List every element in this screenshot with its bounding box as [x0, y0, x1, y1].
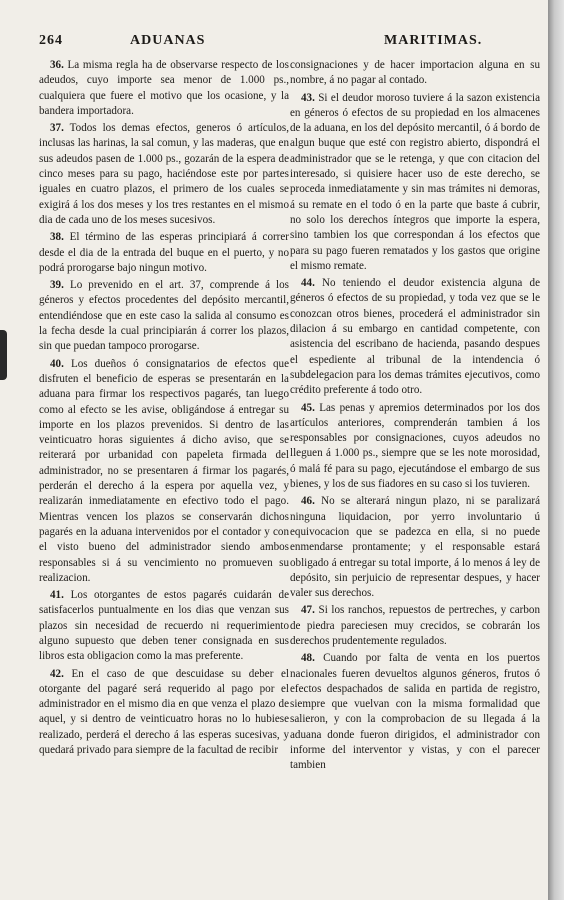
article-paragraph [290, 91, 540, 275]
article-paragraph [39, 667, 289, 759]
article-text: La misma regla ha de observarse respecto de los adeudos, cuyo importe sea menor de 1.000 ps., cualquiera que fuere el motivo que los ocasione, y la bandera importadora. [39, 59, 289, 117]
article-paragraph [39, 121, 289, 228]
article-text: En el caso de que descuidase su deber el otorgante del pagaré será requerido al pago por el administrador en el mismo dia en que venza el plazo de aquel, y si dentro de veinticuatro horas no lo hubiese realizado, perderá el derecho á las esperas sucesivas, y quedará privado para siempre de la facultad de recibir [39, 667, 289, 757]
right-column [290, 58, 540, 776]
article-number: 38. [50, 231, 64, 244]
article-paragraph [290, 401, 540, 493]
article-paragraph [290, 276, 540, 398]
article-paragraph [39, 357, 289, 586]
running-title-right: MARITIMAS. [384, 33, 483, 48]
article-paragraph [39, 58, 289, 119]
running-title-left: ADUANAS [130, 33, 206, 48]
article-number: 42. [50, 667, 64, 680]
article-text: No se alterará ningun plazo, ni se paralizará ninguna liquidacion, por yerro involuntario ú equivocacion que se padezca en ella, si no puede enmendarse prontamente; y el responsable estará obligado á entregar su total importe, á lo menos á ley de depósito, sin perjuicio de representar despues, y hacer valer sus derechos. [290, 495, 540, 600]
article-number: 37. [50, 122, 64, 135]
article-text: Los dueños ó consignatarios de efectos que disfruten el beneficio de esperas se presentarán en la aduana para firmar los respectivos pagarés, tan luego como al efecto se les avise, obligándose á entregar su importe en los plazos prevenidos. Si dentro de las veinticuatro horas siguientes á dicho aviso, que se reiterará por urbanidad con papeleta firmada del administrador, no se presentaren á firmar los pagarés, perderán el derecho á la espera por aquella vez, y realizarán inmediatamente en efectivo todo el pago. Mientras vencen los plazos se conservarán dichos pagarés en la aduana intervenidos por el contador y con el visto bueno del administrador siendo ambos responsables si á su vencimiento no promueven su realizacion. [39, 357, 289, 584]
article-text: Cuando por falta de venta en los puertos nacionales fueren devueltos algunos géneros, frutos ó efectos despachados de salida en partida de registro, siempre que vuelvan con la misma formalidad que salieron, y con la comprobacion de su llegada á la aduana donde fueron dirigidos, el administrador con informe del interventor y vistas, y con el parecer tambien [290, 652, 540, 772]
article-paragraph [290, 494, 540, 601]
article-paragraph [39, 230, 289, 276]
article-paragraph [290, 603, 540, 649]
article-number: 48. [301, 652, 315, 665]
article-number: 36. [50, 59, 64, 71]
article-number: 41. [50, 589, 64, 602]
article-paragraph [39, 278, 289, 354]
article-text: El término de las esperas principiará á correr desde el dia de la entrada del buque en el puerto, y no podrá prorogarse bajo ningun motivo. [39, 231, 289, 274]
article-text: Los otorgantes de estos pagarés cuidarán de satisfacerlos puntualmente en los dias que venzan sus plazos sin necesidad de recuerdo ni requerimiento alguno supuesto que deben tener consignada en sus libros esta obligacion como la mas preferente. [39, 589, 289, 663]
page-number: 264 [39, 33, 63, 48]
article-number: 43. [301, 91, 315, 104]
article-text: Si los ranchos, repuestos de pertreches, y carbon de piedra pareciesen muy crecidos, se cobrarán los derechos prudentemente regulados. [290, 604, 540, 647]
article-text: Si el deudor moroso tuviere á la sazon existencia en géneros ó efectos de su propiedad en los almacenes de la aduana, en los del depósito mercantil, ó á bordo de algun buque que esté con registro abierto, dispondrá el administrador que se le retenga, y que con citacion del interesado, si quisiere hacer uso de este derecho, se proceda inmediatamente y sin mas trámites ni demoras, á su remate en el todo ó en la parte que baste á cubrir, no solo los derechos íntegros que importe la espera, sino tambien los que correspondan á los efectos que para su pago fueren rematados y los gastos que origine el mismo remate. [290, 91, 540, 272]
article-text: Todos los demas efectos, generos ó artículos, inclusas las harinas, la sal comun, y las maderas, que en sus adeudos pasen de 1.000 ps., gozarán de la espera de cinco meses para su pago, haciéndose este por partes iguales en cuatro plazos, el primero de los cuales se exigirá á los dos meses y los tres restantes en el mismo dia de cada uno de los meses sucesivos. [39, 122, 289, 226]
article-number: 47. [301, 604, 315, 617]
page-edge-shadow [548, 0, 564, 900]
continued-paragraph: consignaciones y de hacer importacion alguna en su nombre, á no pagar al contado. [290, 59, 540, 87]
left-column [39, 58, 289, 760]
article-text: No teniendo el deudor existencia alguna de géneros ó efectos de su propiedad, y toda vez que se le conozcan otros bienes, procederá el administrador sin dilacion á su embargo en cantidad competente, con asistencia del escribano de hacienda, pasando despues el espediente al tribunal de la intendencia ó subdelegacion para los demas trámites ejecutivos, como crédito preferente á todo otro. [290, 277, 540, 397]
article-paragraph [290, 651, 540, 773]
article-number: 40. [50, 357, 64, 370]
article-number: 46. [301, 495, 315, 508]
article-paragraph [39, 588, 289, 664]
article-number: 39. [50, 279, 64, 292]
ink-blot [0, 330, 7, 380]
article-number: 44. [301, 277, 315, 290]
article-text: Lo prevenido en el art. 37, comprende á los géneros y efectos procedentes del depósito mercantil, entendiéndose que en este caso la salida al consumo es la fecha desde la cual principiarán á correr los plazos, sin que puedan tampoco prorogarse. [39, 279, 290, 353]
article-number: 45. [301, 401, 315, 414]
article-text: Las penas y apremios determinados por los dos artículos anteriores, comprenderán tambien á los responsables por consignaciones, cuyos adeudos no lleguen á 1.000 ps., siempre que se les note morosidad, ó malá fé para su pago, ejecutándose el embargo de sus bienes, y los de sus fiadores en su caso si los tuvieren. [290, 401, 540, 491]
